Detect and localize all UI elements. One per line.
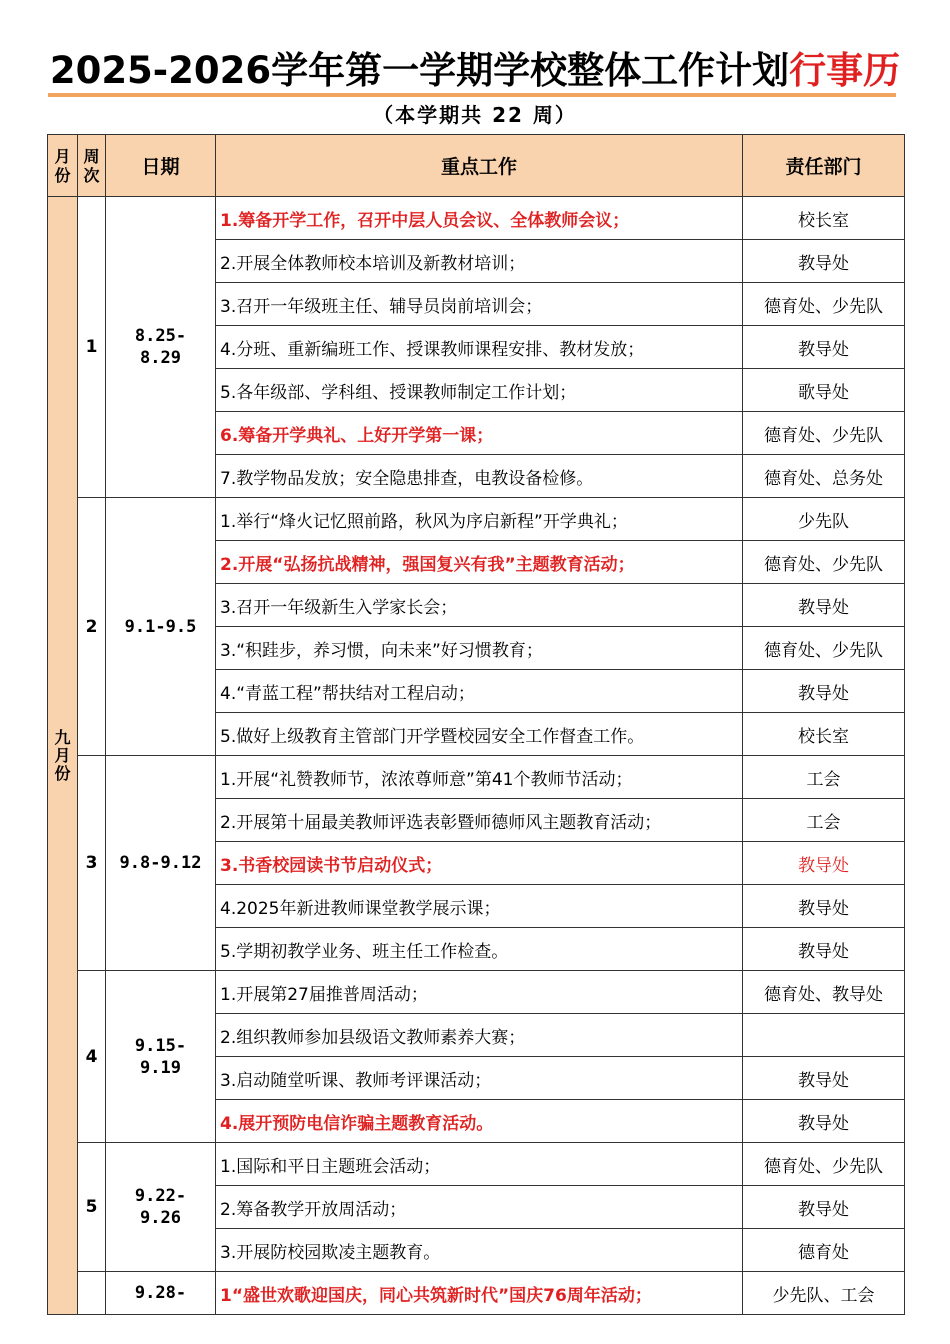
responsible-dept: 歌导处 [743, 369, 905, 412]
work-item: 4.展开预防电信诈骗主题教育活动。 [216, 1100, 743, 1143]
header-work: 重点工作 [216, 135, 743, 197]
week-number: 3 [78, 756, 106, 971]
work-item: 4.分班、重新编班工作、授课教师课程安排、教材发放； [216, 326, 743, 369]
title-underline [48, 93, 896, 97]
table-header-row [48, 135, 905, 197]
table-row [48, 197, 905, 240]
responsible-dept: 工会 [743, 756, 905, 799]
responsible-dept: 德育处、少先队 [743, 541, 905, 584]
header-date: 日期 [106, 135, 216, 197]
table-row [48, 1143, 905, 1186]
page-subtitle: （本学期共 22 周） [373, 103, 577, 127]
work-item: 5.学期初教学业务、班主任工作检查。 [216, 928, 743, 971]
work-item: 1.国际和平日主题班会活动； [216, 1143, 743, 1186]
work-item: 3.书香校园读书节启动仪式； [216, 842, 743, 885]
week-date: 9.15- 9.19 [106, 971, 216, 1143]
header-dept: 责任部门 [743, 135, 905, 197]
work-item: 3.召开一年级新生入学家长会； [216, 584, 743, 627]
work-item: 7.教学物品发放；安全隐患排查，电教设备检修。 [216, 455, 743, 498]
work-item: 3.“积跬步，养习惯，向未来”好习惯教育； [216, 627, 743, 670]
responsible-dept: 教导处 [743, 326, 905, 369]
work-item: 1.举行“烽火记忆照前路，秋风为序启新程”开学典礼； [216, 498, 743, 541]
work-item: 1.筹备开学工作，召开中层人员会议、全体教师会议； [216, 197, 743, 240]
work-item: 6.筹备开学典礼、上好开学第一课； [216, 412, 743, 455]
responsible-dept: 教导处 [743, 1100, 905, 1143]
responsible-dept: 少先队 [743, 498, 905, 541]
header-month: 月份 [48, 135, 78, 197]
week-date: 9.8-9.12 [106, 756, 216, 971]
table-row [48, 756, 905, 799]
table-body [48, 197, 905, 1315]
work-item: 2.组织教师参加县级语文教师素养大赛； [216, 1014, 743, 1057]
responsible-dept: 教导处 [743, 240, 905, 283]
responsible-dept: 教导处 [743, 885, 905, 928]
responsible-dept: 教导处 [743, 842, 905, 885]
responsible-dept: 教导处 [743, 670, 905, 713]
responsible-dept: 德育处、教导处 [743, 971, 905, 1014]
week-date: 8.25- 8.29 [106, 197, 216, 498]
week-number: 5 [78, 1143, 106, 1272]
work-item: 5.各年级部、学科组、授课教师制定工作计划； [216, 369, 743, 412]
table-row [48, 498, 905, 541]
work-item: 3.启动随堂听课、教师考评课活动； [216, 1057, 743, 1100]
work-item: 2.筹备教学开放周活动； [216, 1186, 743, 1229]
week-date: 9.1-9.5 [106, 498, 216, 756]
responsible-dept: 校长室 [743, 197, 905, 240]
responsible-dept: 教导处 [743, 1186, 905, 1229]
responsible-dept: 德育处、少先队 [743, 412, 905, 455]
responsible-dept: 德育处、少先队 [743, 283, 905, 326]
table-row [48, 1272, 905, 1315]
work-item: 4.“青蓝工程”帮扶结对工程启动； [216, 670, 743, 713]
work-item: 2.开展全体教师校本培训及新教材培训； [216, 240, 743, 283]
responsible-dept: 教导处 [743, 928, 905, 971]
page-title [0, 48, 950, 94]
title-accent: 行事历 [789, 49, 901, 92]
responsible-dept [743, 1014, 905, 1057]
work-item: 3.召开一年级班主任、辅导员岗前培训会； [216, 283, 743, 326]
responsible-dept: 校长室 [743, 713, 905, 756]
work-item: 2.开展“弘扬抗战精神，强国复兴有我”主题教育活动； [216, 541, 743, 584]
work-item: 5.做好上级教育主管部门开学暨校园安全工作督查工作。 [216, 713, 743, 756]
work-item: 3.开展防校园欺凌主题教育。 [216, 1229, 743, 1272]
table-row [48, 971, 905, 1014]
header-week: 周次 [78, 135, 106, 197]
schedule-table [47, 134, 905, 1315]
week-number [78, 1272, 106, 1315]
week-date: 9.22- 9.26 [106, 1143, 216, 1272]
month-cell: 九 月 份 [48, 197, 78, 1315]
title-main: 2025-2026学年第一学期学校整体工作计划 [49, 49, 790, 92]
work-item: 1“盛世欢歌迎国庆，同心共筑新时代”国庆76周年活动； [216, 1272, 743, 1315]
responsible-dept: 德育处、少先队 [743, 1143, 905, 1186]
week-number: 2 [78, 498, 106, 756]
responsible-dept: 德育处、少先队 [743, 627, 905, 670]
week-number: 4 [78, 971, 106, 1143]
responsible-dept: 少先队、工会 [743, 1272, 905, 1315]
week-number: 1 [78, 197, 106, 498]
work-item: 4.2025年新进教师课堂教学展示课； [216, 885, 743, 928]
responsible-dept: 工会 [743, 799, 905, 842]
work-item: 1.开展“礼赞教师节，浓浓尊师意”第41个教师节活动； [216, 756, 743, 799]
responsible-dept: 教导处 [743, 584, 905, 627]
work-item: 1.开展第27届推普周活动； [216, 971, 743, 1014]
week-date: 9.28- [106, 1272, 216, 1315]
responsible-dept: 教导处 [743, 1057, 905, 1100]
responsible-dept: 德育处、总务处 [743, 455, 905, 498]
responsible-dept: 德育处 [743, 1229, 905, 1272]
work-item: 2.开展第十届最美教师评选表彰暨师德师风主题教育活动； [216, 799, 743, 842]
